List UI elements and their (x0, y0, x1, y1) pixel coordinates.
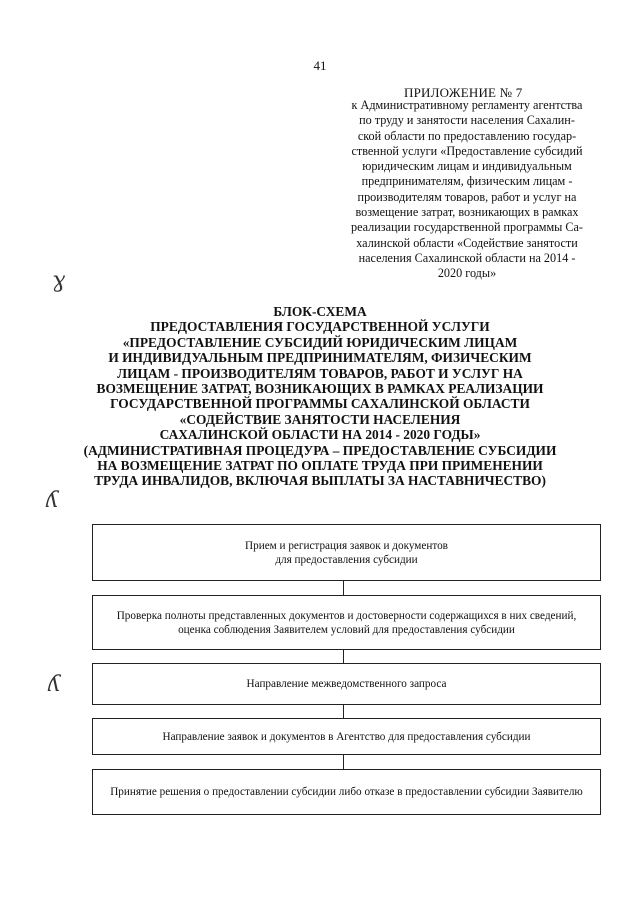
heading-line: САХАЛИНСКОЙ ОБЛАСТИ НА 2014 - 2020 ГОДЫ» (159, 427, 481, 443)
heading-line: «ПРЕДОСТАВЛЕНИЕ СУБСИДИЙ ЮРИДИЧЕСКИМ ЛИЦАМ (122, 334, 518, 350)
appendix-line: производителям товаров, работ и услуг на (357, 189, 577, 204)
flow-step-line: Принятие решения о предоставлении субсидии либо отказе в предоставлении субсидии Заявителю (110, 786, 583, 798)
heading-line: ВОЗМЕЩЕНИЕ ЗАТРАТ, ВОЗНИКАЮЩИХ В РАМКАХ РЕАЛИЗАЦИИ (96, 381, 544, 397)
heading-line: БЛОК-СХЕМА (273, 304, 367, 319)
flow-step-receive-applications (92, 524, 601, 581)
heading-line: (АДМИНИСТРАТИВНАЯ ПРОЦЕДУРА – ПРЕДОСТАВЛЕНИЕ СУБСИДИИ (83, 442, 557, 458)
flow-step-line: оценка соблюдения Заявителем условий для предоставления субсидии (178, 623, 515, 636)
heading-line: ПРЕДОСТАВЛЕНИЯ ГОСУДАРСТВЕННОЙ УСЛУГИ (150, 319, 490, 335)
flow-step-send-to-agency (92, 718, 601, 755)
appendix-line: 2020 годы» (437, 266, 497, 281)
flow-step-decision (92, 769, 601, 815)
appendix-line: возмещение затрат, возникающих в рамках (355, 205, 579, 220)
margin-handwritten-mark: ʎ (48, 672, 61, 697)
appendix-body (332, 98, 602, 282)
heading-line: ТРУДА ИНВАЛИДОВ, ВКЛЮЧАЯ ВЫПЛАТЫ ЗА НАСТАВНИЧЕСТВО) (94, 473, 546, 489)
flow-connector (343, 755, 344, 769)
heading-line: НА ВОЗМЕЩЕНИЕ ЗАТРАТ ПО ОПЛАТЕ ТРУДА ПРИ ПРИМЕНЕНИИ (97, 458, 543, 474)
flow-connector (343, 581, 344, 595)
heading-line: «СОДЕЙСТВИЕ ЗАНЯТОСТИ НАСЕЛЕНИЯ (179, 411, 461, 427)
flow-step-line: для предоставления субсидии (275, 553, 418, 566)
appendix-line: к Административному регламенту агентства (351, 98, 583, 112)
appendix-line: ской области по предоставлению государ- (357, 128, 577, 143)
flow-connector (343, 650, 344, 663)
heading-line: И ИНДИВИДУАЛЬНЫМ ПРЕДПРИНИМАТЕЛЯМ, ФИЗИЧЕСКИМ (108, 350, 532, 366)
flow-step-line: Направление межведомственного запроса (246, 678, 447, 690)
flow-step-verify-documents (92, 595, 601, 650)
flowchart-heading (0, 304, 640, 489)
appendix-line: юридическим лицам и индивидуальным (362, 159, 572, 174)
appendix-line: населения Сахалинской области на 2014 - (358, 250, 576, 265)
appendix-line: ственной услуги «Предоставление субсидий (351, 143, 583, 158)
heading-line: ЛИЦАМ - ПРОИЗВОДИТЕЛЯМ ТОВАРОВ, РАБОТ И УСЛУГ НА (117, 365, 523, 381)
appendix-line: халинской области «Содействие занятости (356, 235, 578, 250)
appendix-line: по труду и занятости населения Сахалин- (359, 113, 575, 128)
flow-step-line: Прием и регистрация заявок и документов (245, 539, 448, 552)
heading-line: ГОСУДАРСТВЕННОЙ ПРОГРАММЫ САХАЛИНСКОЙ ОБЛАСТИ (110, 396, 530, 412)
flow-step-line: Направление заявок и документов в Агентство для предоставления субсидии (162, 730, 531, 743)
flow-step-interagency-request (92, 663, 601, 705)
appendix-line: реализации государственной программы Са- (351, 220, 583, 235)
appendix-title: ПРИЛОЖЕНИЕ № 7 (404, 85, 523, 100)
page-number: 41 (313, 58, 327, 73)
appendix-line: предпринимателям, физическим лицам - (361, 174, 573, 189)
margin-handwritten-mark: ʎ (46, 488, 59, 513)
flow-step-line: Проверка полноты представленных документов и достоверности содержащихся в них сведений, (116, 609, 577, 622)
margin-handwritten-mark: ɣ (52, 268, 66, 293)
flow-connector (343, 705, 344, 718)
